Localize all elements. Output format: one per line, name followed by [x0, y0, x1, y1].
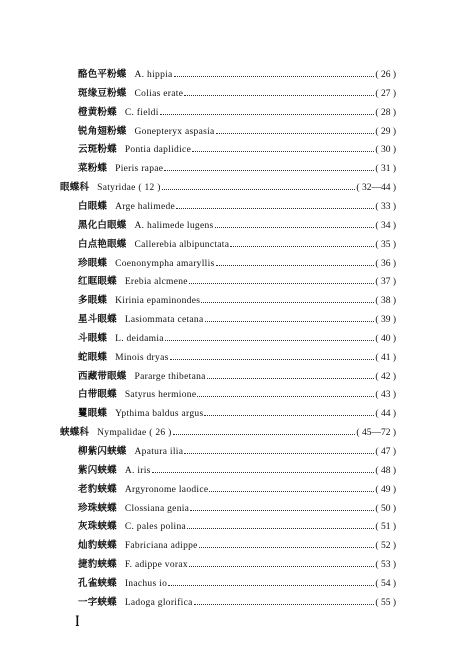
toc-species-row — [0, 576, 450, 592]
leader-dots — [204, 406, 374, 422]
toc-species-row — [0, 237, 450, 253]
toc-species-row — [0, 557, 450, 573]
chinese-name: 云斑粉蝶 — [78, 144, 117, 156]
toc-species-row — [0, 218, 450, 234]
latin-name: L. deidamia — [115, 333, 164, 344]
page-reference: ( 43 ) — [375, 390, 396, 401]
leader-dots — [176, 199, 374, 215]
latin-name: A. halimede lugens — [134, 220, 214, 231]
toc-species-row — [0, 350, 450, 366]
chinese-name: 珍眼蝶 — [78, 257, 108, 269]
toc-species-row — [0, 67, 450, 83]
latin-name: Nympalidae ( 26 ) — [97, 428, 172, 439]
leader-dots — [230, 237, 374, 253]
chinese-name: 一字蛱蝶 — [78, 596, 117, 608]
leader-dots — [207, 369, 375, 385]
leader-dots — [165, 331, 375, 347]
leader-dots — [194, 595, 375, 611]
page-number-roman: I — [75, 614, 80, 630]
latin-name: Arge halimede — [115, 201, 176, 212]
toc-species-row — [0, 199, 450, 215]
page-reference: ( 44 ) — [375, 409, 396, 420]
leader-dots — [187, 519, 374, 535]
chinese-name: 白眼蝶 — [78, 200, 108, 212]
toc-family-row — [0, 425, 450, 441]
leader-dots — [215, 218, 375, 234]
toc-species-row — [0, 406, 450, 422]
toc-species-row — [0, 482, 450, 498]
toc-species-row — [0, 387, 450, 403]
latin-name: Minois dryas — [115, 352, 169, 363]
page-reference: ( 36 ) — [375, 258, 396, 269]
chinese-name: 紫闪蛱蝶 — [78, 464, 117, 476]
toc-species-row — [0, 519, 450, 535]
chinese-name: 酪色平粉蝶 — [78, 69, 127, 80]
page-reference: ( 54 ) — [375, 578, 396, 589]
toc-species-row — [0, 444, 450, 460]
leader-dots — [162, 180, 356, 196]
latin-name: Satyridae ( 12 ) — [97, 183, 161, 194]
page-reference: ( 33 ) — [375, 201, 396, 212]
leader-dots — [199, 538, 375, 554]
leader-dots — [192, 142, 374, 158]
toc-species-row — [0, 161, 450, 177]
page-reference: ( 32—44 ) — [356, 183, 396, 194]
chinese-name: 菜粉蝶 — [78, 163, 108, 175]
leader-dots — [152, 463, 375, 479]
latin-name: Callerebia albipunctata — [134, 239, 230, 250]
chinese-name: 矍眼蝶 — [78, 408, 108, 420]
leader-dots — [209, 482, 374, 498]
chinese-name: 黑化白眼蝶 — [78, 219, 127, 231]
page-reference: ( 35 ) — [375, 239, 396, 250]
leader-dots — [170, 350, 375, 366]
page-reference: ( 29 ) — [375, 126, 396, 137]
toc-species-row — [0, 124, 450, 140]
toc-family-row — [0, 180, 450, 196]
latin-name: Clossiana genia — [124, 503, 190, 514]
page-reference: ( 53 ) — [375, 560, 396, 571]
chinese-name: 星斗眼蝶 — [78, 314, 117, 326]
leader-dots — [205, 312, 375, 328]
toc-species-row — [0, 105, 450, 121]
page-reference: ( 48 ) — [375, 465, 396, 476]
chinese-name: 孔雀蛱蝶 — [78, 577, 117, 589]
chinese-name: 红眶眼蝶 — [78, 276, 117, 288]
chinese-name: 锐角翅粉蝶 — [78, 125, 127, 137]
chinese-name: 斑缘豆粉蝶 — [78, 87, 127, 99]
latin-name: Pararge thibetana — [134, 371, 206, 382]
leader-dots — [216, 124, 375, 140]
leader-dots — [216, 256, 375, 272]
leader-dots — [189, 557, 375, 573]
leader-dots — [190, 501, 374, 517]
leader-dots — [173, 425, 356, 441]
latin-name: Gonepteryx aspasia — [134, 126, 215, 137]
page-reference: ( 47 ) — [375, 447, 396, 457]
page-reference: ( 30 ) — [375, 145, 396, 156]
latin-name: Pieris rapae — [115, 164, 164, 175]
latin-name: Pontia daplidice — [124, 145, 192, 156]
chinese-name: 斗眼蝶 — [78, 332, 108, 344]
page-reference: ( 38 ) — [375, 296, 396, 307]
toc-species-row — [0, 538, 450, 554]
leader-dots — [189, 274, 375, 290]
leader-dots — [201, 293, 374, 309]
page-reference: ( 41 ) — [375, 352, 396, 363]
page-reference: ( 42 ) — [375, 371, 396, 382]
page-reference: ( 26 ) — [375, 70, 396, 80]
toc-species-row — [0, 142, 450, 158]
latin-name: Fabriciana adippe — [124, 541, 198, 552]
chinese-name: 多眼蝶 — [78, 295, 108, 307]
chinese-name: 眼蝶科 — [60, 182, 90, 194]
page-reference: ( 45—72 ) — [356, 428, 396, 439]
toc-species-row — [0, 293, 450, 309]
toc-species-row — [0, 369, 450, 385]
chinese-name: 蛱蝶科 — [60, 427, 90, 439]
chinese-name: 西藏带眼蝶 — [78, 370, 127, 382]
chinese-name: 白点艳眼蝶 — [78, 238, 127, 250]
chinese-name: 老豹蛱蝶 — [78, 483, 117, 495]
latin-name: Inachus io — [124, 578, 168, 589]
page-reference: ( 39 ) — [375, 315, 396, 326]
latin-name: Apatura ilia — [134, 447, 184, 457]
latin-name: F. adippe vorax — [124, 560, 188, 571]
chinese-name: 柳紫闪蛱蝶 — [78, 446, 127, 457]
chinese-name: 珍珠蛱蝶 — [78, 502, 117, 514]
toc-species-row — [0, 256, 450, 272]
page-reference: ( 51 ) — [375, 522, 396, 533]
latin-name: C. fieldi — [124, 107, 159, 118]
latin-name: A. iris — [124, 465, 151, 476]
leader-dots — [164, 161, 374, 177]
latin-name: Colias erate — [134, 88, 184, 99]
latin-name: A. hippia — [134, 70, 173, 80]
toc-species-row — [0, 501, 450, 517]
latin-name: C. pales polina — [124, 522, 187, 533]
page-reference: ( 34 ) — [375, 220, 396, 231]
page-reference: ( 40 ) — [375, 333, 396, 344]
page-reference: ( 50 ) — [375, 503, 396, 514]
latin-name: Ladoga glorifica — [124, 597, 193, 608]
leader-dots — [184, 444, 374, 460]
chinese-name: 白带眼蝶 — [78, 389, 117, 401]
latin-name: Erebia alcmene — [124, 277, 188, 288]
toc-species-row — [0, 274, 450, 290]
page-reference: ( 37 ) — [375, 277, 396, 288]
page-reference: ( 55 ) — [375, 597, 396, 608]
leader-dots — [197, 387, 374, 403]
page-reference: ( 52 ) — [375, 541, 396, 552]
toc-species-row — [0, 86, 450, 102]
page-reference: ( 49 ) — [375, 484, 396, 495]
page-reference: ( 31 ) — [375, 164, 396, 175]
page-reference: ( 28 ) — [375, 107, 396, 118]
latin-name: Coenonympha amaryllis — [115, 258, 215, 269]
toc-species-row — [0, 463, 450, 479]
toc-species-row — [0, 595, 450, 611]
leader-dots — [184, 86, 374, 102]
leader-dots — [174, 67, 375, 83]
latin-name: Kirinia epaminondes — [115, 296, 201, 307]
chinese-name: 灰珠蛱蝶 — [78, 521, 117, 533]
chinese-name: 灿豹蛱蝶 — [78, 540, 117, 552]
latin-name: Ypthima baldus argus — [115, 409, 204, 420]
toc-species-row — [0, 312, 450, 328]
toc-species-row — [0, 331, 450, 347]
chinese-name: 橙黄粉蝶 — [78, 106, 117, 118]
chinese-name: 蛇眼蝶 — [78, 351, 108, 363]
latin-name: Satyrus hermione — [124, 390, 197, 401]
page-reference: ( 27 ) — [375, 88, 396, 99]
latin-name: Lasiommata cetana — [124, 315, 204, 326]
leader-dots — [160, 105, 375, 121]
leader-dots — [168, 576, 374, 592]
chinese-name: 捷豹蛱蝶 — [78, 559, 117, 571]
latin-name: Argyronome laodice — [124, 484, 209, 495]
